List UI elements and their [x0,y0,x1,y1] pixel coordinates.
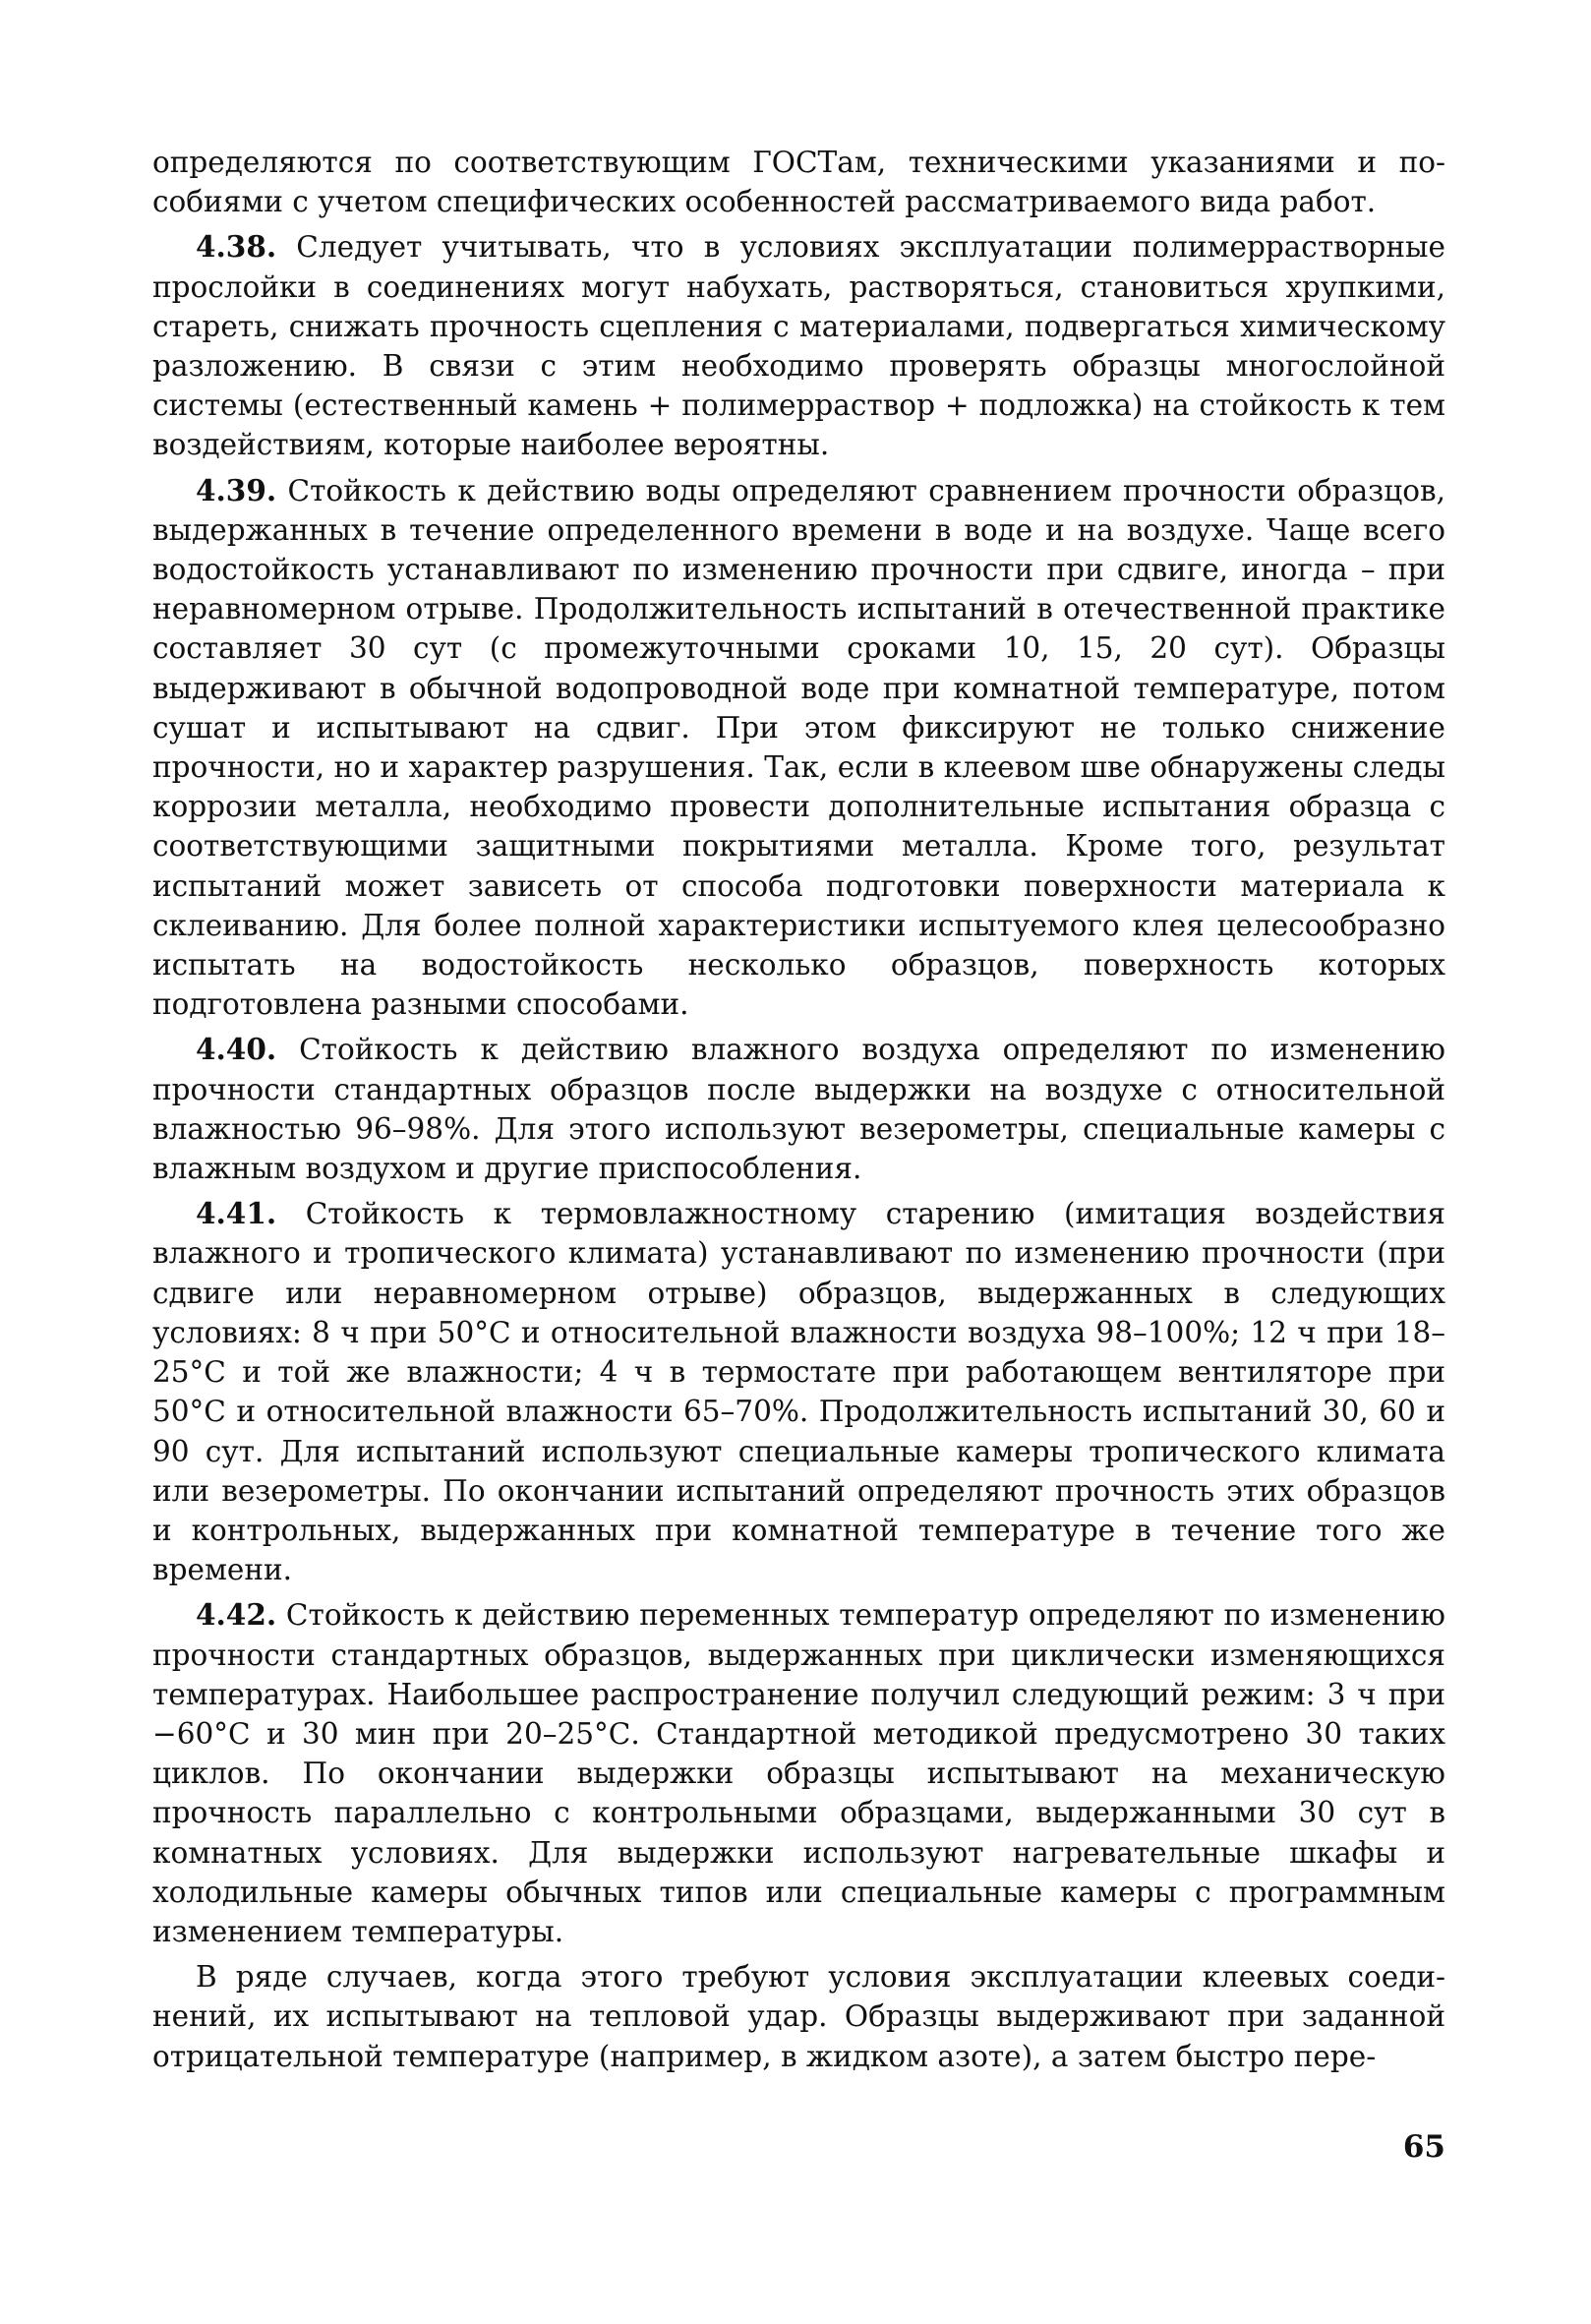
paragraph-4-42 [152,1595,1445,1951]
paragraph-number: 4.39. [196,472,277,507]
paragraph-text: Стойкость к действию воды определяют сравнением прочности образцов, выдержанных в течение определенного времени в воде и на воздухе. Чаще всего водостойкость устанавливают по изменению прочности при сдвиге, иногда – при неравномерном отрыве. Продолжительность испытаний в отечественной практике составляет 30 сут (с промежуточными сроками 10, 15, 20 сут). Образцы выдерживают в обычной водопроводной воде при комнатной температуре, потом сушат и испытывают на сдвиг. При этом фиксируют не только снижение прочности, но и характер разрушения. Так, если в клеевом шве обнаружены следы коррозии металла, необходимо провести дополнительные испытания образца с соответствующими защитными покрытиями металла. Кроме того, результат испытаний может зависеть от способа подготовки поверхности материала к склеиванию. Для более полной характеристики испытуемого клея целесообразно испытать на водостойкость несколько образцов, поверхность которых подготовлена разными способами. [152,473,1445,1022]
paragraph-4-41 [152,1194,1445,1589]
paragraph-text: Следует учитывать, что в условиях эксплуатации полимеррастворные прослойки в соединениях могут набухать, растворяться, становиться хрупкими, стареть, снижать прочность сцепления с материалами, подвергаться химическому разложению. В связи с этим необходимо проверять образцы многослойной системы (естественный камень + полимерраствор + подложка) на стойкость к тем воздействиям, которые наиболее вероятны. [152,230,1445,462]
paragraph-number: 4.41. [196,1196,277,1231]
paragraph-4-38 [152,227,1445,464]
paragraph-text: Стойкость к действию переменных температур определяют по изменению прочности стандартных образцов, выдержанных при циклически изменяющихся температурах. Наибольшее распространение получил следующий режим: 3 ч при −60°С и 30 мин при 20–25°С. Стандартной методикой предусмотрено 30 таких циклов. По окончании выдержки образцы испытывают на механическую прочность параллельно с контрольными образцами, выдержанными 30 сут в комнатных условиях. Для выдержки используют нагревательные шкафы и холодильные камеры обычных типов или специальные камеры с программным изменением температуры. [152,1598,1445,1948]
paragraph-4-39 [152,471,1445,1025]
paragraph-text: Стойкость к действию влажного воздуха определяют по изменению прочности стандартных образцов после выдержки на воздухе с относительной влажностью 96–98%. Для этого используют везерометры, специальные камеры с влажным воздухом и другие приспособления. [152,1033,1445,1186]
paragraph-4-40 [152,1030,1445,1188]
body-text [152,143,1445,2082]
paragraph-continuation [152,143,1445,221]
paragraph-text: определяются по соответствующим ГОСТам, техническими указаниями и пособиями с учетом специфических особенностей рассматриваемого вида работ. [152,146,1445,219]
paragraph-text: Стойкость к термовлажностному старению (имитация воздействия влажного и тропического климата) устанавливают по изменению прочности (при сдвиге или неравномерном отрыве) образцов, выдержанных в следующих условиях: 8 ч при 50°С и относительной влажности воздуха 98–100%; 12 ч при 18–25°С и той же влажности; 4 ч в термостате при работающем вентиляторе при 50°С и относительной влажности 65–70%. Продолжительность испытаний 30, 60 и 90 сут. Для испытаний используют специальные камеры тропического климата или везерометры. По окончании испытаний определяют прочность этих образцов и контрольных, выдержанных при комнатной температуре в течение того же времени. [152,1197,1445,1587]
paragraph-thermal-shock [152,1957,1445,2076]
page-number: 65 [1402,2129,1445,2165]
paragraph-text: В ряде случаев, когда этого требуют условия эксплуатации клеевых соединений, их испытывают на тепловой удар. Образцы выдерживают при заданной отрицательной температуре (например, в жидком азоте), а затем быстро пере- [152,1960,1445,2073]
paragraph-number: 4.40. [196,1032,277,1067]
paragraph-number: 4.42. [196,1597,277,1633]
paragraph-number: 4.38. [196,229,277,265]
